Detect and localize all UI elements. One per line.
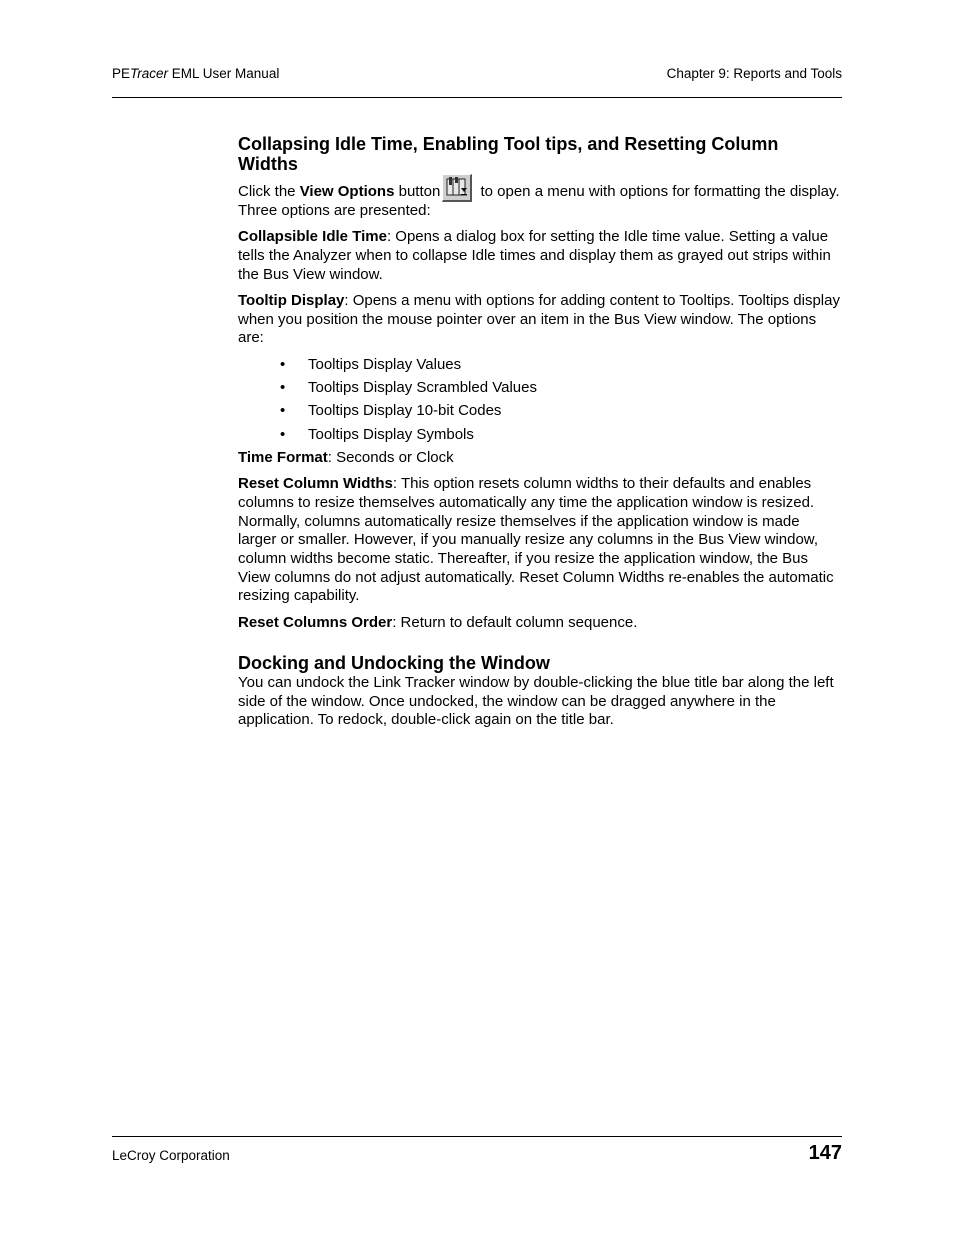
collapsible-idle-paragraph xyxy=(238,228,842,284)
bullet-mark: • xyxy=(280,355,286,373)
running-header-chapter: Chapter 9: Reports and Tools xyxy=(666,66,842,81)
list-item xyxy=(238,356,842,375)
section-heading-docking: Docking and Undocking the Window xyxy=(238,653,550,674)
list-item xyxy=(238,426,842,445)
list-item xyxy=(238,379,842,398)
list-item-text: Tooltips Display 10-bit Codes xyxy=(308,402,502,420)
reset-widths-paragraph xyxy=(238,475,842,606)
header-title-prefix: PE xyxy=(112,66,131,81)
page-number: 147 xyxy=(808,1142,842,1164)
tooltip-display-term: Tooltip Display xyxy=(238,292,345,309)
docking-paragraph: You can undock the Link Tracker window by double-clicking the blue title bar along the left side of the window. Once undocked, the window can be dragged anywhere in the application. To redock, double-click again on the title bar. xyxy=(238,673,834,729)
header-title-italic: Tracer xyxy=(130,66,169,81)
time-format-desc: : Seconds or Clock xyxy=(327,448,454,466)
list-item xyxy=(238,402,842,421)
reset-widths-term: Reset Column Widths xyxy=(238,475,393,493)
footer-rule xyxy=(112,1136,842,1137)
intro-post: to open a menu with options for formatting the display. Three options are presented: xyxy=(238,183,840,219)
bullet-mark: • xyxy=(280,402,286,420)
intro-pre: Click the xyxy=(238,183,300,200)
intro-mid: button xyxy=(394,183,441,200)
view-options-icon xyxy=(446,177,468,199)
footer-company: LeCroy Corporation xyxy=(112,1148,230,1163)
intro-paragraph xyxy=(238,174,842,221)
list-item-text: Tooltips Display Values xyxy=(308,355,462,373)
tooltip-display-paragraph xyxy=(238,292,842,348)
view-options-term: View Options xyxy=(299,183,395,200)
list-item-text: Tooltips Display Symbols xyxy=(308,425,474,443)
tooltip-options-list xyxy=(238,356,842,445)
reset-widths-desc: : This option resets column widths to their defaults and enables columns to resize themselves automatically any time the application window is resized. Normally, columns automatically resize themselves if the application window is made larger or smaller. However, if you manually resize any columns in the Bus View window, column widths become static. Thereafter, if you resize the application window, the Bus View columns do not adjust automatically. Reset Column Widths re-enables the automatic resizing capability. xyxy=(238,475,834,605)
reset-order-paragraph xyxy=(238,614,842,633)
collapsible-idle-desc: : Opens a dialog box for setting the Idle time value. Setting a value tells the Analyzer when to collapse Idle times and display them as grayed out strips within the Bus View window. xyxy=(238,228,831,283)
header-title-suffix: EML User Manual xyxy=(168,66,280,81)
time-format-term: Time Format xyxy=(238,448,328,466)
time-format-paragraph xyxy=(238,449,842,468)
page-content xyxy=(238,135,842,738)
running-header-title xyxy=(112,66,279,81)
reset-order-term: Reset Columns Order xyxy=(238,613,393,631)
bullet-mark: • xyxy=(280,425,286,443)
bullet-mark: • xyxy=(280,379,286,396)
reset-order-desc: : Return to default column sequence. xyxy=(392,613,638,631)
tooltip-display-desc: : Opens a menu with options for adding content to Tooltips. Tooltips display when you position the mouse pointer over an item in the Bus View window. The options are: xyxy=(238,292,840,347)
header-rule xyxy=(112,97,842,98)
section-heading-collapsing: Collapsing Idle Time, Enabling Tool tips, and Resetting Column Widths xyxy=(238,134,779,174)
list-item-text: Tooltips Display Scrambled Values xyxy=(308,379,537,396)
view-options-button xyxy=(442,174,472,202)
collapsible-idle-term: Collapsible Idle Time xyxy=(238,228,387,246)
